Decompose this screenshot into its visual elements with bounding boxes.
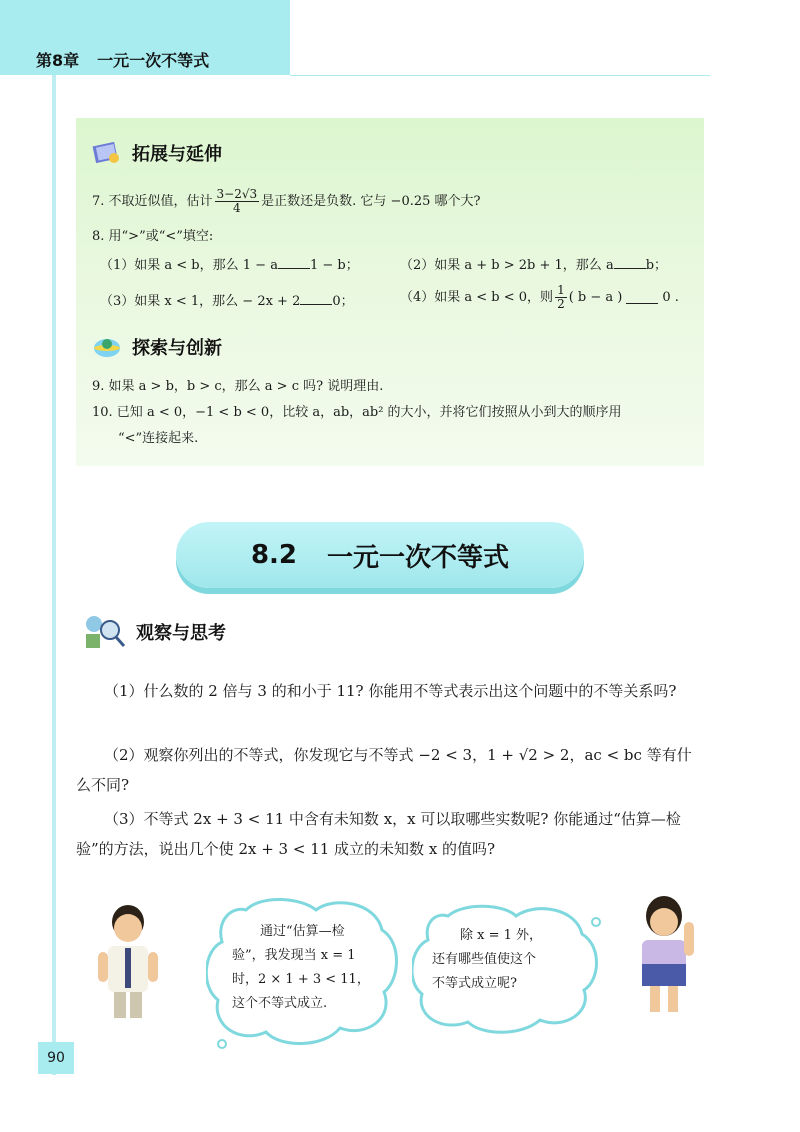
observe-heading [78, 612, 226, 652]
answer-blank[interactable] [278, 256, 310, 269]
answer-blank[interactable] [300, 292, 332, 305]
book-icon [92, 140, 122, 166]
question-10-cont: “<”连接起来. [118, 431, 199, 446]
girl-illustration [626, 892, 702, 1016]
q7-post: 是正数还是负数. 它与 −0.25 哪个大? [261, 193, 481, 209]
q8-part-3: （3）如果 x < 1，那么 − 2x + 2 0； [100, 294, 354, 309]
margin-line [52, 75, 56, 1075]
q8-part-4: （4）如果 a < b < 0，则 $\frac{1}{2}$ ( b − a ) 0 . [400, 283, 679, 311]
q8-part-2: （2）如果 a + b > 2b + 1，那么 a b； [400, 258, 668, 273]
left-bubble-text: 通过“估算—检 验”，我发现当 x = 1 时，2 × 1 + 3 < 11， 这个不等式成立. [232, 924, 370, 1011]
section-number: 8.2 [250, 540, 298, 570]
explore-heading [92, 334, 222, 360]
answer-blank[interactable] [626, 291, 658, 304]
q7-numerator: 3−2√3 [216, 187, 258, 201]
q8-part-1: （1）如果 a < b，那么 1 − a 1 − b； [100, 258, 359, 273]
question-10: 10. 已知 a < 0，−1 < b < 0，比较 a，ab，ab² 的大小，并将它们按照从小到大的顺序用 [92, 405, 622, 420]
header-rule [290, 75, 710, 76]
right-bubble-text: 除 x = 1 外， 还有哪些值使这个 不等式成立呢? [432, 928, 543, 991]
answer-blank[interactable] [614, 256, 646, 269]
q8-4-fraction: $\frac{1}{2}$ [557, 283, 565, 311]
boy-illustration [92, 902, 164, 1022]
extend-heading [92, 140, 222, 166]
observe-heading-text: 观察与思考 [136, 623, 226, 644]
q7-pre: 7. 不取近似值，估计 [92, 193, 213, 209]
chapter-header [36, 48, 209, 71]
globe-icon [92, 334, 122, 360]
section-title-banner [176, 522, 584, 588]
page-number: 90 [38, 1042, 74, 1074]
extend-heading-text: 拓展与延伸 [132, 144, 222, 165]
observe-paragraph-1: （1）什么数的 2 倍与 3 的和小于 11? 你能用不等式表示出这个问题中的不等关系吗? [104, 682, 677, 700]
question-8: 8. 用“>”或“<”填空: [92, 229, 214, 244]
chapter-number: 第8章 [36, 51, 80, 70]
observe-paragraph-3: （3）不等式 2x + 3 < 11 中含有未知数 x，x 可以取哪些实数呢? 你能通过“估算—检验”的方法，说出几个使 2x + 3 < 11 成立的未知数 x 的值吗? [76, 810, 681, 858]
observe-paragraph-2: （2）观察你列出的不等式，你发现它与不等式 −2 < 3，1 + √2 > 2，ac < bc 等有什么不同? [76, 746, 692, 794]
question-7 [92, 188, 481, 215]
q7-fraction [215, 188, 260, 215]
explore-heading-text: 探索与创新 [132, 338, 222, 359]
question-9: 9. 如果 a > b，b > c，那么 a > c 吗? 说明理由. [92, 379, 384, 394]
chapter-title: 一元一次不等式 [97, 51, 210, 70]
section-title-text: 一元一次不等式 [327, 542, 510, 573]
magnifier-kids-icon [78, 612, 126, 652]
q7-denominator: 4 [233, 201, 241, 215]
